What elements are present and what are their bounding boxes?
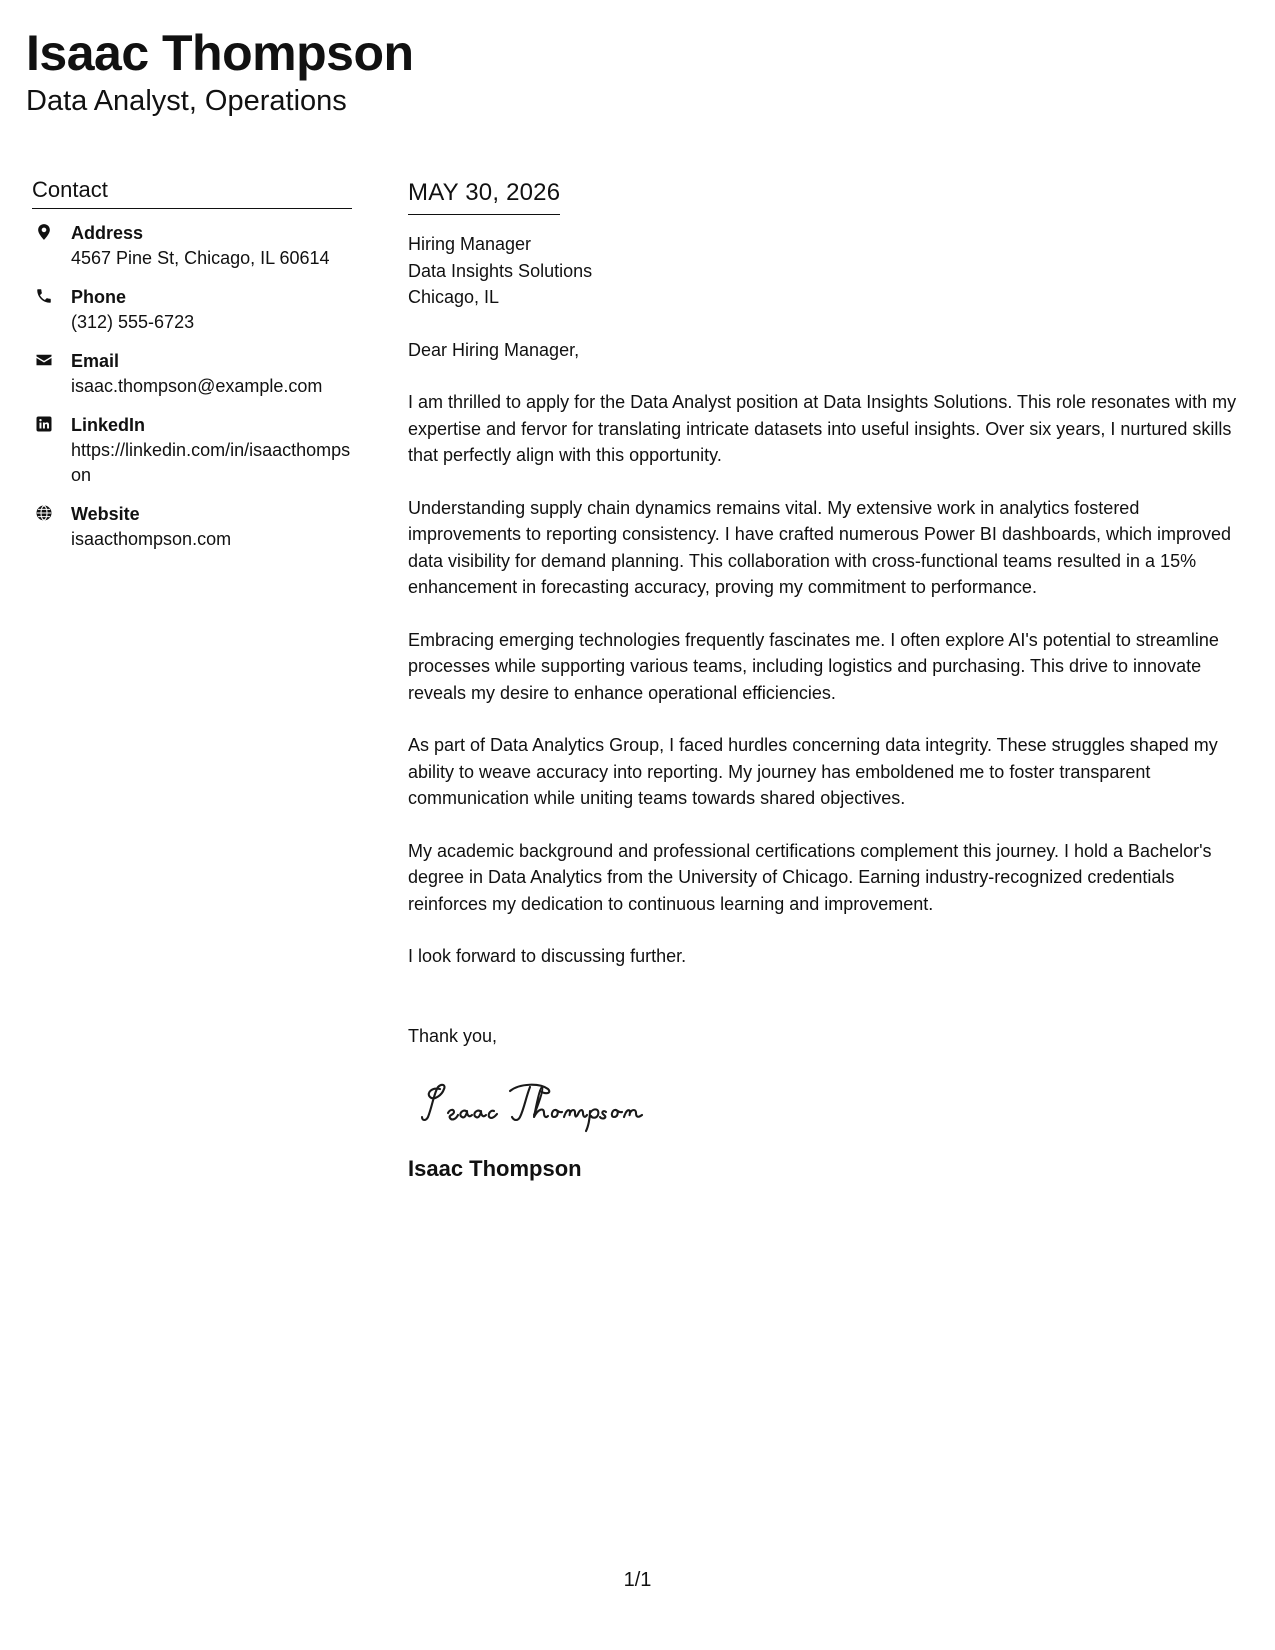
envelope-icon xyxy=(35,351,53,369)
closing: Thank you, xyxy=(408,1025,498,1046)
linkedin-icon xyxy=(35,415,53,433)
page-number: 1/1 xyxy=(623,1569,652,1591)
globe-icon xyxy=(35,504,53,522)
signed-name: Isaac Thompson xyxy=(408,1156,582,1181)
page-header xyxy=(26,24,414,118)
contact-label: Address xyxy=(71,223,144,243)
letter-paragraph: I am thrilled to apply for the Data Analyst position at Data Insights Solutions. This role resonates with my expertise and fervor for translating intricate datasets into useful insights. Over six years, I nurtured skills that perfectly align with this opportunity. xyxy=(408,392,1237,465)
letter-date: MAY 30, 2026 xyxy=(408,178,560,215)
letter-paragraph: I look forward to discussing further. xyxy=(408,946,687,966)
applicant-title: Data Analyst, Operations xyxy=(26,85,347,117)
contact-sidebar xyxy=(32,176,352,566)
recipient-line: Hiring Manager xyxy=(408,234,532,254)
contact-label: Website xyxy=(71,504,140,524)
applicant-name: Isaac Thompson xyxy=(26,25,414,81)
contact-item-website xyxy=(32,502,352,552)
contact-heading: Contact xyxy=(32,176,352,209)
contact-label: Phone xyxy=(71,287,127,307)
letter-paragraph: As part of Data Analytics Group, I faced hurdles concerning data integrity. These struggles shaped my ability to weave accuracy into reporting. My journey has emboldened me to foster transparent communication while uniting teams towards shared objectives. xyxy=(408,735,1218,808)
address-value: 4567 Pine St, Chicago, IL 60614 xyxy=(71,248,330,268)
letter-paragraph: My academic background and professional certifications complement this journey. I hold a Bachelor's degree in Data Analytics from the University of Chicago. Earning industry-recognized credentials reinforces my dedication to continuous learning and improvement. xyxy=(408,840,1212,914)
letter-paragraph: Understanding supply chain dynamics remains vital. My extensive work in analytics fostered improvements to reporting consistency. I have crafted numerous Power BI dashboards, which improved data visibility for demand planning. This collaboration with cross-functional teams resulted in a 15% enhancement in forecasting accuracy, proving my commitment to performance. xyxy=(408,497,1232,597)
contact-item-email xyxy=(32,349,352,399)
recipient-block xyxy=(408,231,1253,311)
letter-body xyxy=(408,178,1253,1183)
handwritten-signature xyxy=(420,1077,1253,1135)
phone-value: (312) 555-6723 xyxy=(71,312,195,332)
salutation: Dear Hiring Manager, xyxy=(408,339,580,360)
contact-label: Email xyxy=(71,351,120,371)
contact-item-phone xyxy=(32,285,352,335)
phone-icon xyxy=(35,287,53,305)
website-link[interactable]: isaacthompson.com xyxy=(71,529,232,549)
letter-paragraph: Embracing emerging technologies frequently fascinates me. I often explore AI's potential to streamline processes while supporting various teams, including logistics and purchasing. This drive to innovate reveals my desire to enhance operational efficiencies. xyxy=(408,629,1219,703)
email-link[interactable]: isaac.thompson@example.com xyxy=(71,376,323,396)
contact-item-linkedin xyxy=(32,413,352,488)
contact-item-address xyxy=(32,221,352,271)
recipient-line: Data Insights Solutions xyxy=(408,260,593,281)
recipient-line: Chicago, IL xyxy=(408,287,500,307)
map-pin-icon xyxy=(35,223,53,241)
linkedin-link[interactable]: https://linkedin.com/in/isaacthompson xyxy=(71,440,351,485)
contact-label: LinkedIn xyxy=(71,415,146,435)
